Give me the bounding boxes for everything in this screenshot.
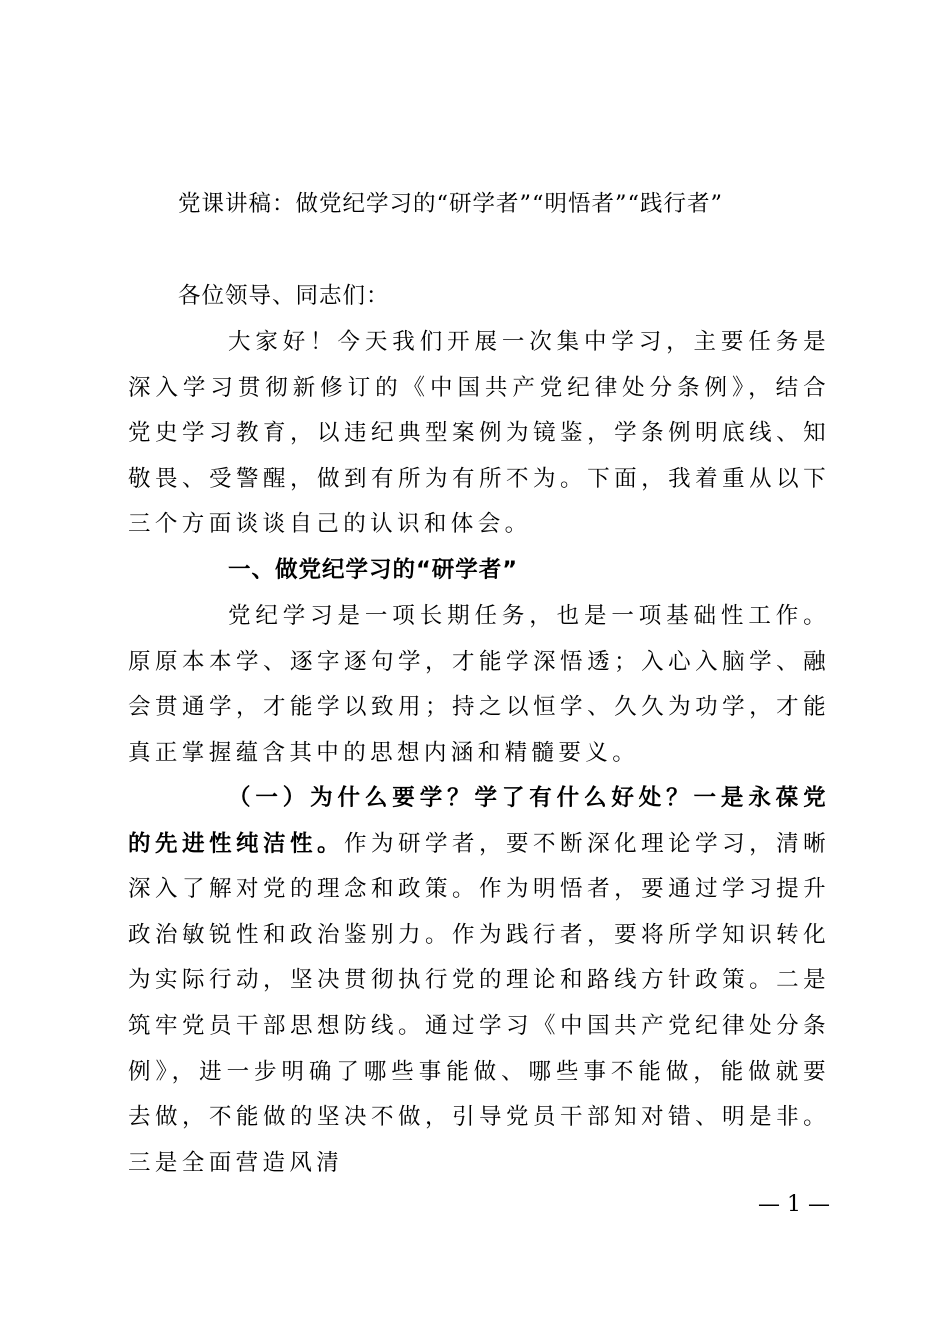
- subsection-1-body: 作为研学者，要不断深化理论学习，清晰深入了解对党的理念和政策。作为明悟者，要通过学习提升政治敏锐性和政治鉴别力。作为践行者，要将所学知识转化为实际行动，坚决贯彻执行党的理论和路线方针政策。二是筑牢党员干部思想防线。通过学习《中国共产党纪律处分条例》，进一步明确了哪些事能做、哪些事不能做，能做就要去做，不能做的坚决不做，引导党员干部知对错、明是非。三是全面营造风清: [128, 830, 830, 1176]
- document-title: 党课讲稿：做党纪学习的“研学者”“明悟者”“践行者”: [178, 191, 724, 217]
- section-heading-1: 一、做党纪学习的“研学者”: [228, 557, 519, 583]
- section-1-paragraph: 党纪学习是一项长期任务，也是一项基础性工作。原原本本学、逐字逐句学，才能学深悟透；入心入脑学、融会贯通学，才能学以致用；持之以恒学、久久为功学，才能真正掌握蕴含其中的思想内涵和精髓要义。: [128, 603, 830, 766]
- intro-paragraph: 大家好！今天我们开展一次集中学习，主要任务是深入学习贯彻新修订的《中国共产党纪律处分条例》，结合党史学习教育，以违纪典型案例为镜鉴，学条例明底线、知敬畏、受警醒，做到有所为有所不为。下面，我着重从以下三个方面谈谈自己的认识和体会。: [128, 329, 830, 538]
- subsection-1-paragraph: [128, 776, 830, 1186]
- page-number: — 1 —: [758, 1192, 830, 1217]
- subsection-1-lead: （一）为什么要学？学了有什么好处？一是永葆党的先进性纯洁性。: [128, 785, 830, 857]
- salutation: 各位领导、同志们：: [178, 283, 390, 309]
